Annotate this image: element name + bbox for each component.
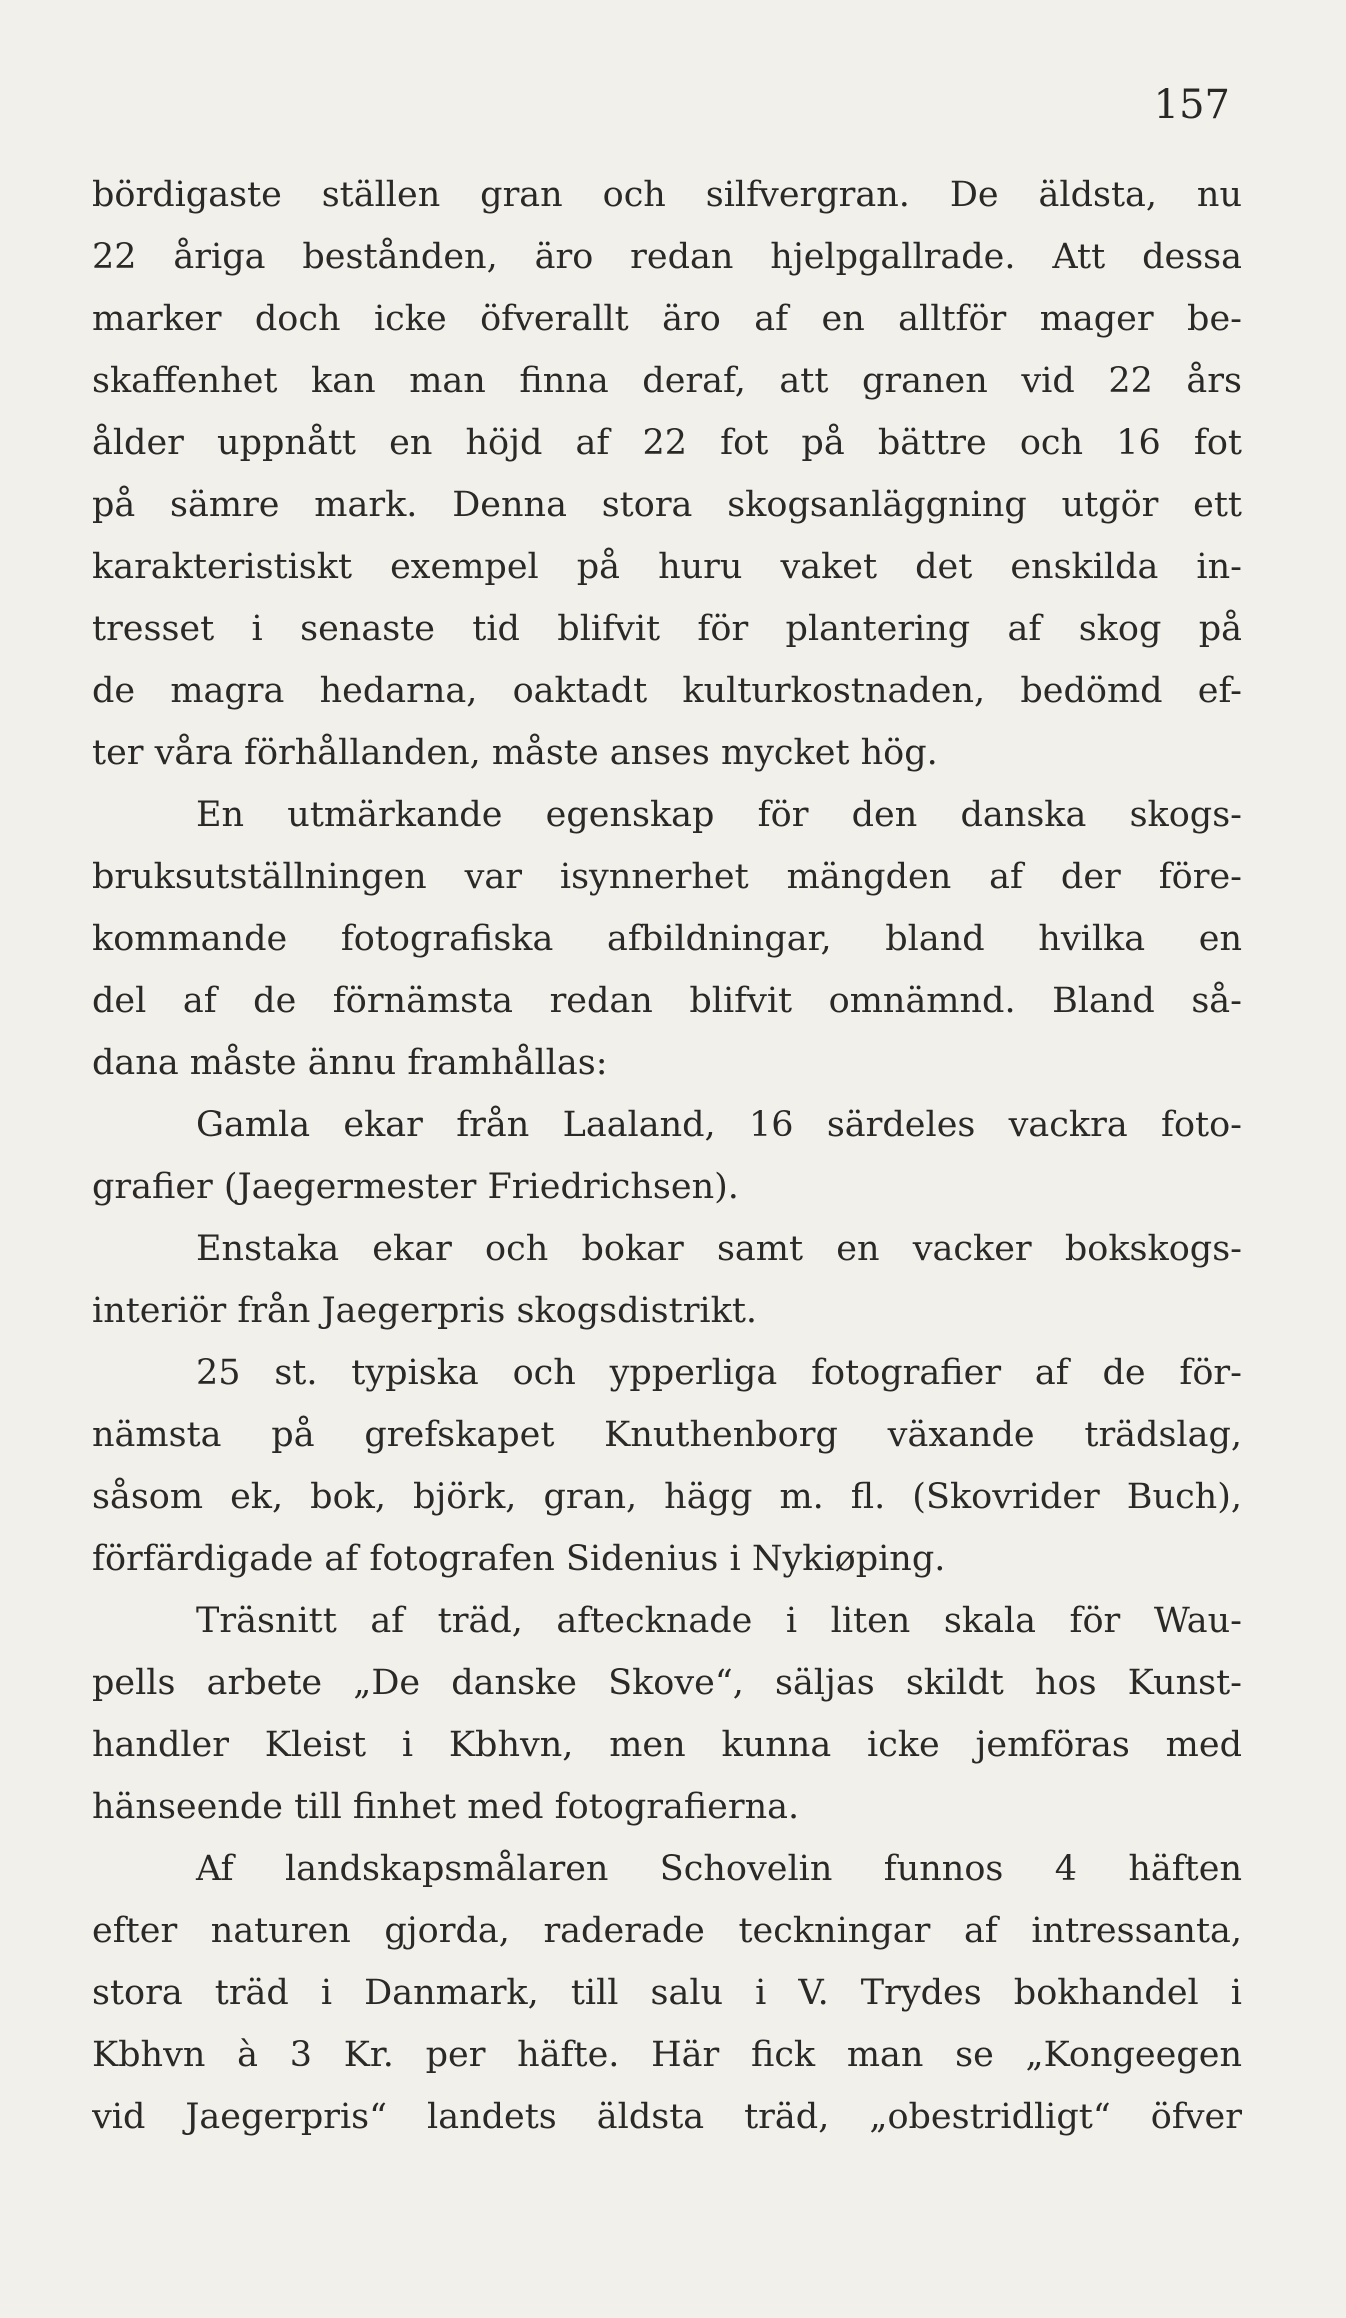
text-line: tresset i senaste tid blifvit för plantering af skog på — [92, 609, 1242, 649]
text-line: bördigaste ställen gran och silfvergran. De äldsta, nu — [92, 175, 1242, 215]
text-line: interiör från Jaegerpris skogsdistrikt. — [92, 1291, 758, 1331]
text-line: pells arbete „De danske Skove“, säljas skildt hos Kunst- — [92, 1663, 1242, 1703]
text-line: bruksutställningen var isynnerhet mängden af der före- — [92, 857, 1242, 897]
text-line: dana måste ännu framhållas: — [92, 1043, 608, 1083]
text-line: Gamla ekar från Laaland, 16 särdeles vackra foto- — [196, 1105, 1242, 1145]
text-line: Kbhvn à 3 Kr. per häfte. Här fick man se „Kongeegen — [92, 2035, 1242, 2075]
text-line: En utmärkande egenskap för den danska skogs- — [196, 795, 1242, 835]
text-line: handler Kleist i Kbhvn, men kunna icke jemföras med — [92, 1725, 1242, 1765]
text-line: Träsnitt af träd, aftecknade i liten skala för Wau- — [196, 1601, 1242, 1641]
text-line: karakteristiskt exempel på huru vaket det enskilda in- — [92, 547, 1242, 587]
text-line: förfärdigade af fotografen Sidenius i Nykiøping. — [92, 1539, 946, 1579]
body-text — [92, 164, 1242, 2148]
text-line: marker doch icke öfverallt äro af en alltför mager be- — [92, 299, 1242, 339]
text-line: nämsta på grefskapet Knuthenborg växande trädslag, — [92, 1415, 1242, 1455]
text-line: ålder uppnått en höjd af 22 fot på bättre och 16 fot — [92, 423, 1242, 463]
text-line: 25 st. typiska och ypperliga fotografier af de för- — [196, 1353, 1242, 1393]
text-line: på sämre mark. Denna stora skogsanläggning utgör ett — [92, 485, 1242, 525]
text-line: 22 åriga bestånden, äro redan hjelpgallrade. Att dessa — [92, 237, 1242, 277]
text-line: hänseende till finhet med fotografierna. — [92, 1787, 800, 1827]
text-line: grafier (Jaegermester Friedrichsen). — [92, 1167, 739, 1207]
text-line: kommande fotografiska afbildningar, bland hvilka en — [92, 919, 1242, 959]
text-line: såsom ek, bok, björk, gran, hägg m. fl. (Skovrider Buch), — [92, 1477, 1242, 1517]
text-line: del af de förnämsta redan blifvit omnämnd. Bland så- — [92, 981, 1242, 1021]
text-line: efter naturen gjorda, raderade teckningar af intressanta, — [92, 1911, 1242, 1951]
text-line: Af landskapsmålaren Schovelin funnos 4 häften — [196, 1849, 1242, 1889]
text-line: Enstaka ekar och bokar samt en vacker bokskogs- — [196, 1229, 1242, 1269]
text-line: ter våra förhållanden, måste anses mycket hög. — [92, 733, 938, 773]
page-number: 157 — [1153, 82, 1230, 128]
text-line: skaffenhet kan man finna deraf, att granen vid 22 års — [92, 361, 1242, 401]
text-line: vid Jaegerpris“ landets äldsta träd, „obestridligt“ öfver — [92, 2097, 1242, 2137]
text-line: de magra hedarna, oaktadt kulturkostnaden, bedömd ef- — [92, 671, 1242, 711]
text-line: stora träd i Danmark, till salu i V. Trydes bokhandel i — [92, 1973, 1242, 2013]
